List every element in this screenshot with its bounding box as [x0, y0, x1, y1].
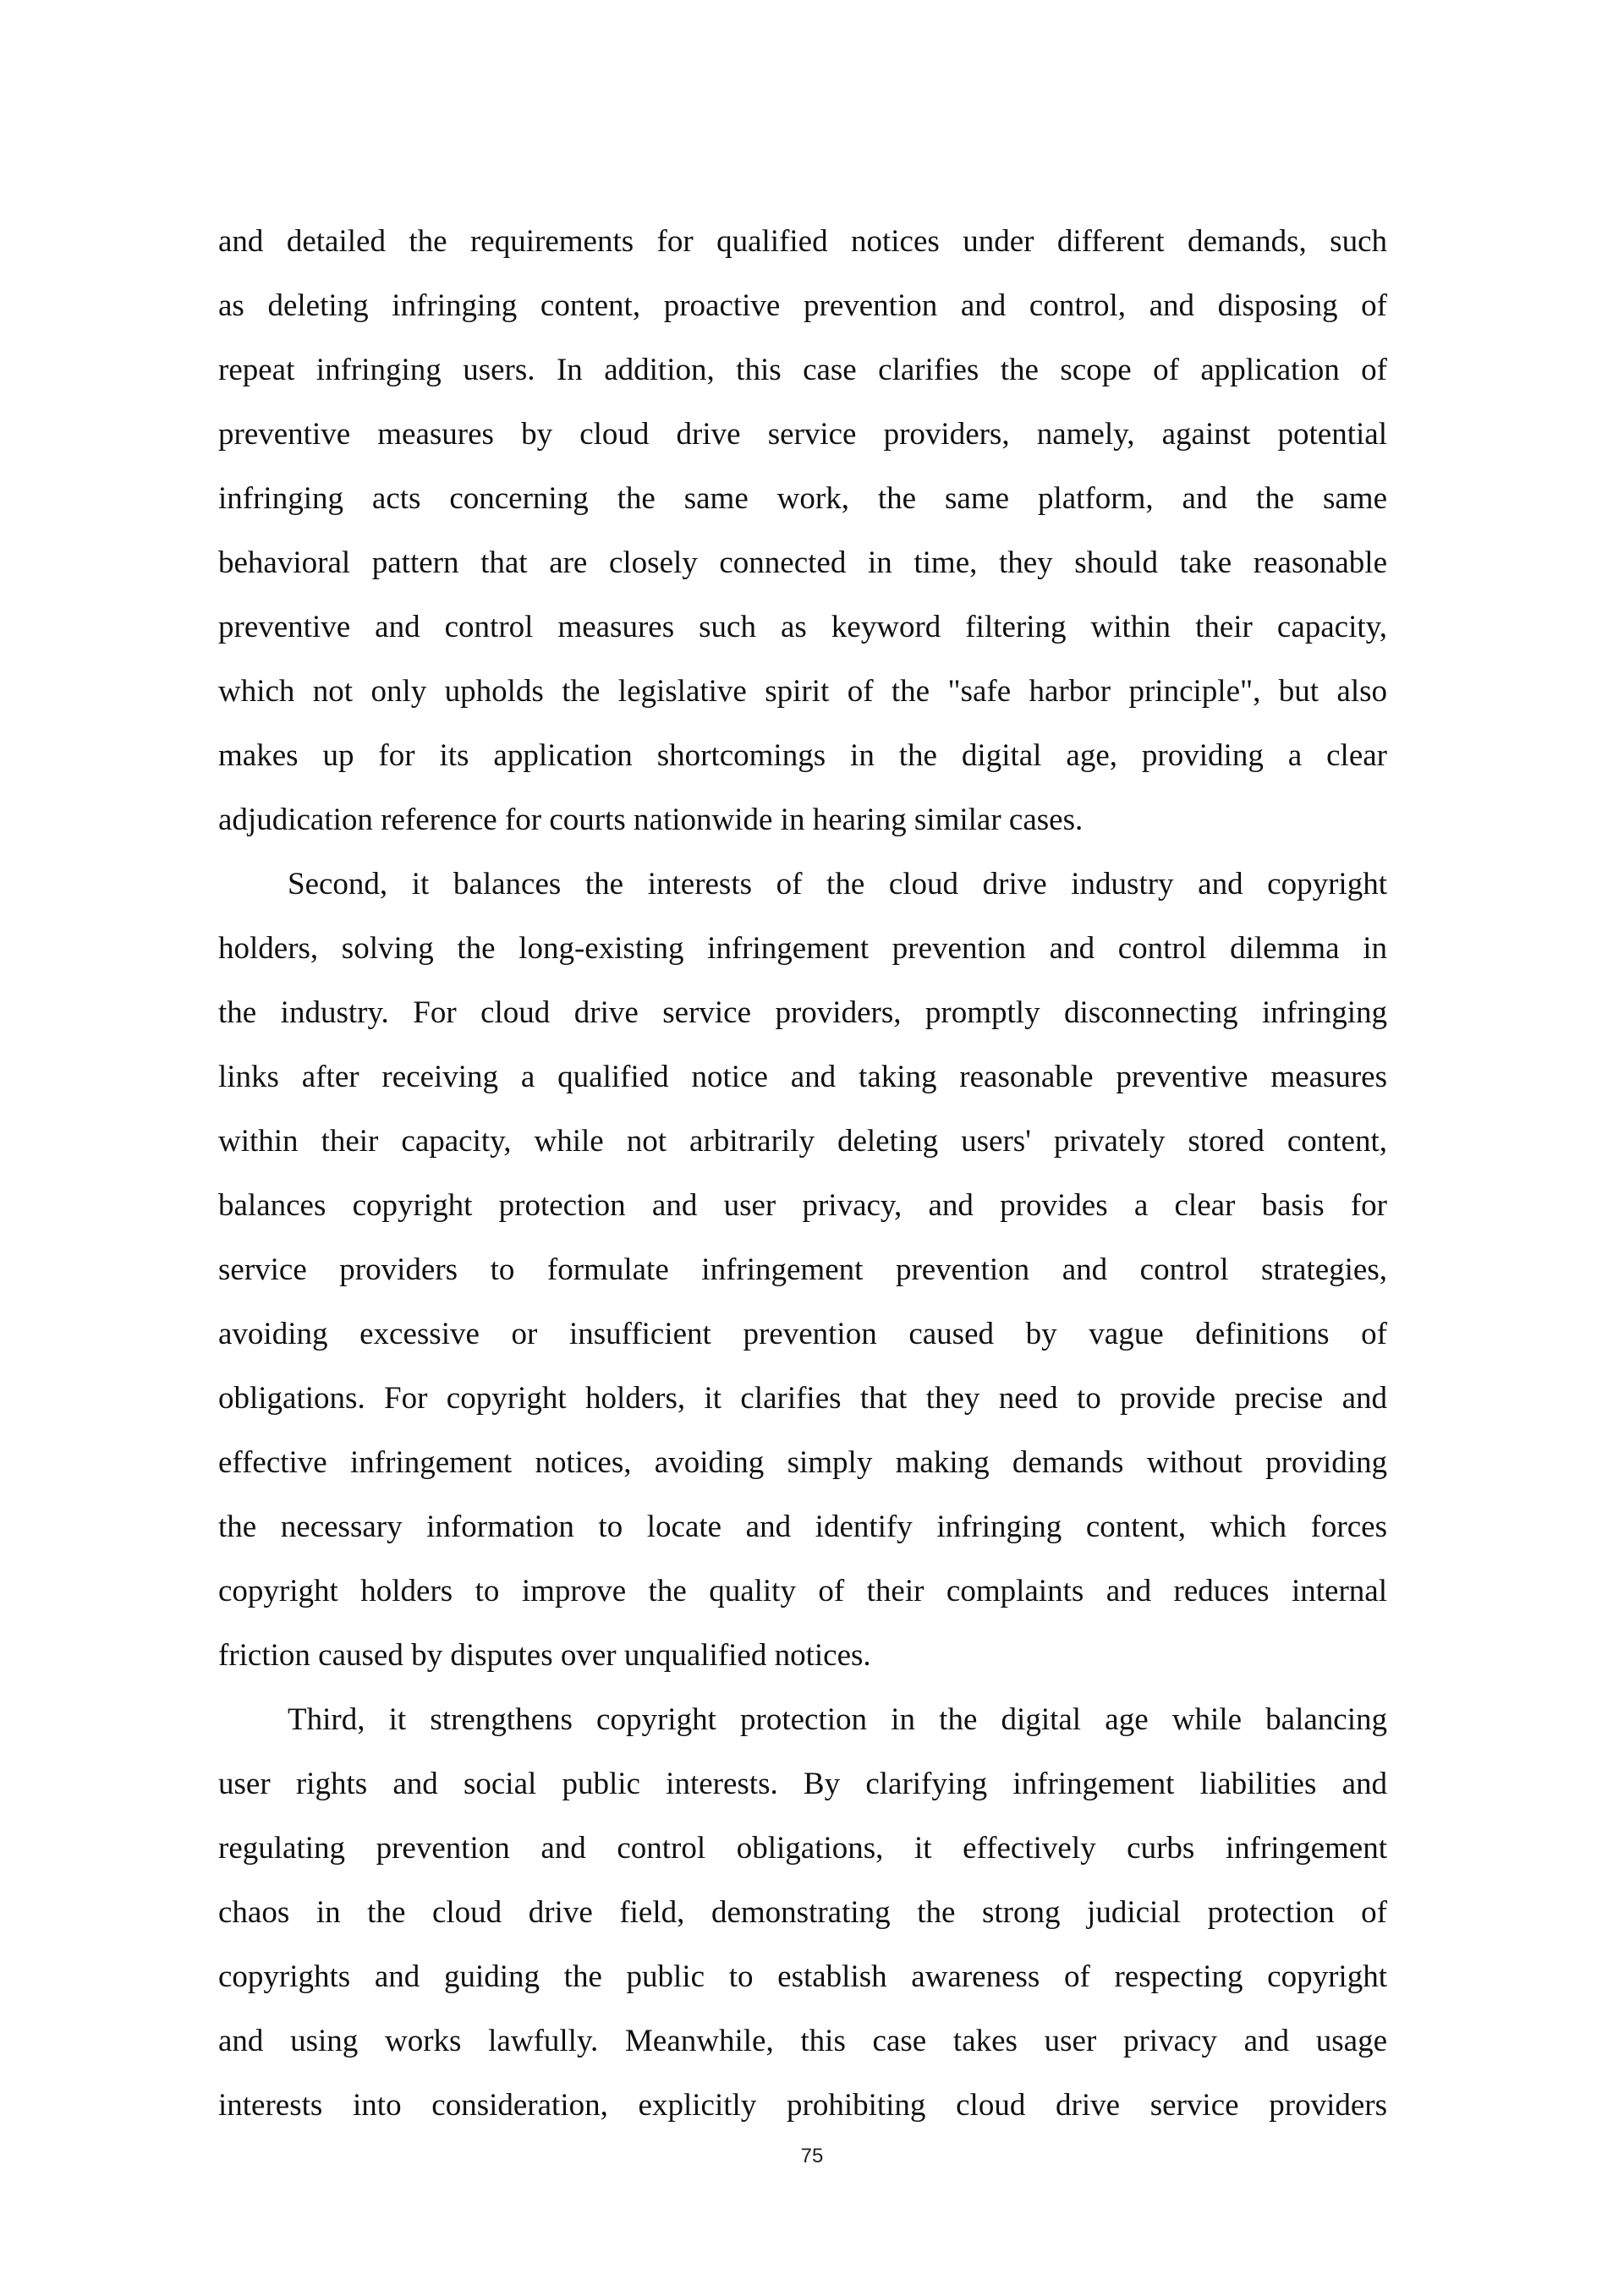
- paragraph-3-line-4: chaos in the cloud drive field, demonstrating the strong judicial protection of: [218, 1895, 1387, 1930]
- paragraph-2-line-12: copyright holders to improve the quality of their complaints and reduces internal: [218, 1574, 1387, 1608]
- paragraph-2-line-7: service providers to formulate infringement prevention and control strategies,: [218, 1252, 1387, 1287]
- paragraph-1-line-7: preventive and control measures such as keyword filtering within their capacity,: [218, 610, 1387, 644]
- paragraph-1-line-1: and detailed the requirements for qualified notices under different demands, such: [218, 224, 1387, 259]
- paragraph-2-line-9: obligations. For copyright holders, it clarifies that they need to provide precise and: [218, 1381, 1387, 1416]
- paragraph-3-line-3: regulating prevention and control obligations, it effectively curbs infringement: [218, 1831, 1387, 1866]
- paragraph-1-line-9: makes up for its application shortcomings in the digital age, providing a clear: [218, 738, 1387, 773]
- paragraph-1-line-4: preventive measures by cloud drive service providers, namely, against potential: [218, 417, 1387, 452]
- paragraph-2-line-6: balances copyright protection and user privacy, and provides a clear basis for: [218, 1188, 1387, 1223]
- paragraph-2-line-5: within their capacity, while not arbitrarily deleting users' privately stored content,: [218, 1124, 1387, 1159]
- paragraph-2-line-13: friction caused by disputes over unqualified notices.: [218, 1638, 871, 1673]
- paragraph-2-line-1: Second, it balances the interests of the cloud drive industry and copyright: [288, 867, 1387, 901]
- paragraph-3-line-5: copyrights and guiding the public to establish awareness of respecting copyright: [218, 1959, 1387, 1994]
- page-number: 75: [800, 2145, 824, 2167]
- paragraph-2-line-4: links after receiving a qualified notice and taking reasonable preventive measures: [218, 1060, 1387, 1094]
- paragraph-2-line-3: the industry. For cloud drive service providers, promptly disconnecting infringing: [218, 995, 1387, 1030]
- paragraph-3-line-1: Third, it strengthens copyright protection in the digital age while balancing: [288, 1702, 1387, 1737]
- paragraph-2-line-10: effective infringement notices, avoiding simply making demands without providing: [218, 1445, 1387, 1480]
- paragraph-2-line-11: the necessary information to locate and identify infringing content, which forces: [218, 1510, 1387, 1544]
- paragraph-1-line-5: infringing acts concerning the same work, the same platform, and the same: [218, 481, 1387, 516]
- body-text: [218, 210, 1387, 2138]
- paragraph-3-line-7: interests into consideration, explicitly prohibiting cloud drive service providers: [218, 2088, 1387, 2123]
- paragraph-3-line-6: and using works lawfully. Meanwhile, this case takes user privacy and usage: [218, 2024, 1387, 2058]
- paragraph-1-line-10: adjudication reference for courts nationwide in hearing similar cases.: [218, 803, 1084, 837]
- paragraph-3-line-2: user rights and social public interests. By clarifying infringement liabilities and: [218, 1767, 1387, 1801]
- paragraph-1-line-6: behavioral pattern that are closely connected in time, they should take reasonable: [218, 545, 1387, 580]
- paragraph-1-line-8: which not only upholds the legislative spirit of the "safe harbor principle", but also: [218, 674, 1387, 709]
- paragraph-2-line-2: holders, solving the long-existing infringement prevention and control dilemma in: [218, 931, 1387, 966]
- paragraph-2-line-8: avoiding excessive or insufficient prevention caused by vague definitions of: [218, 1317, 1387, 1351]
- paragraph-1-line-3: repeat infringing users. In addition, this case clarifies the scope of application of: [218, 353, 1387, 387]
- paragraph-1-line-2: as deleting infringing content, proactive prevention and control, and disposing of: [218, 288, 1387, 323]
